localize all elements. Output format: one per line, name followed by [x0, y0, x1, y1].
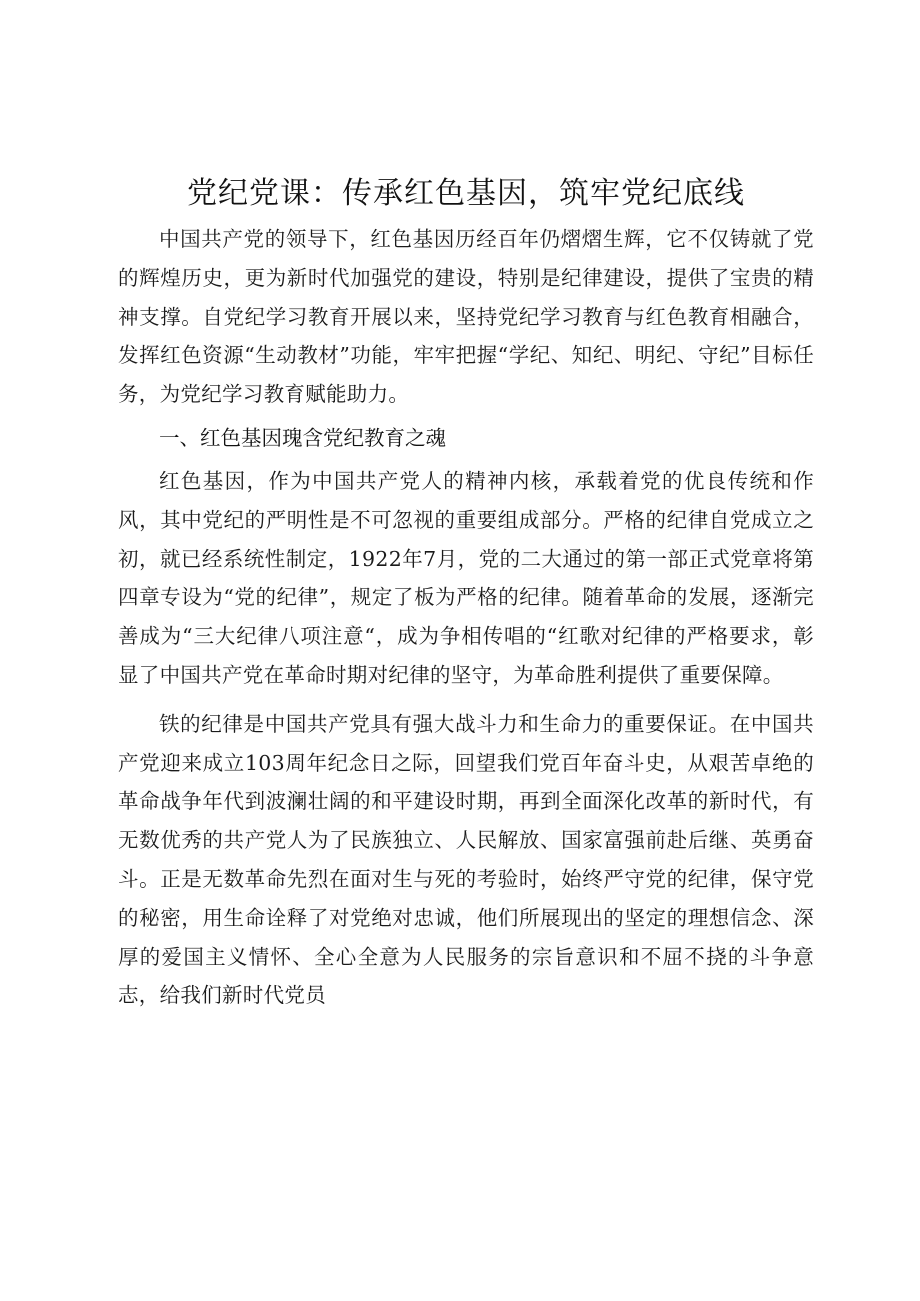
intro-paragraph: 中国共产党的领导下，红色基因历经百年仍熠熠生辉，它不仅铸就了党的辉煌历史，更为新时代加强党的建设，特别是纪律建设，提供了宝贵的精神支撑。自党纪学习教育开展以来，坚持党纪学习教育与红色教育相融合，发挥红色资源“生动教材”功能，牢牢把握“学纪、知纪、明纪、守纪”目标任务，为党纪学习教育赋能助力。	[118, 227, 814, 407]
body-paragraph: 铁的纪律是中国共产党具有强大战斗力和生命力的重要保证。在中国共产党迎来成立103周年纪念日之际，回望我们党百年奋斗史，从艰苦卓绝的革命战争年代到波澜壮阔的和平建设时期，再到全面深化改革的新时代，有无数优秀的共产党人为了民族独立、人民解放、国家富强前赴后继、英勇奋斗。正是无数革命先烈在面对生与死的考验时，始终严守党的纪律，保守党的秘密，用生命诠释了对党绝对忠诚，他们所展现出的坚定的理想信念、深厚的爱国主义情怀、全心全意为人民服务的宗旨意识和不屈不挠的斗争意志，给我们新时代党员	[118, 711, 814, 1008]
section-heading: 一、红色基因瑰含党纪教育之魂	[159, 425, 446, 450]
body-paragraph: 红色基因，作为中国共产党人的精神内核，承载着党的优良传统和作风，其中党纪的严明性是不可忽视的重要组成部分。严格的纪律自党成立之初，就已经系统性制定，1922年7月，党的二大通过的第一部正式党章将第四章专设为“党的纪律”，规定了板为严格的纪律。随着革命的发展，逐渐完善成为“三大纪律八项注意“，成为争相传唱的“红歌对纪律的严格要求，彰显了中国共产党在革命时期对纪律的坚守，为革命胜利提供了重要保障。	[118, 468, 814, 687]
document-page	[118, 168, 814, 1015]
document-title: 党纪党课：传承红色基因，筑牢党纪底线	[187, 176, 745, 211]
